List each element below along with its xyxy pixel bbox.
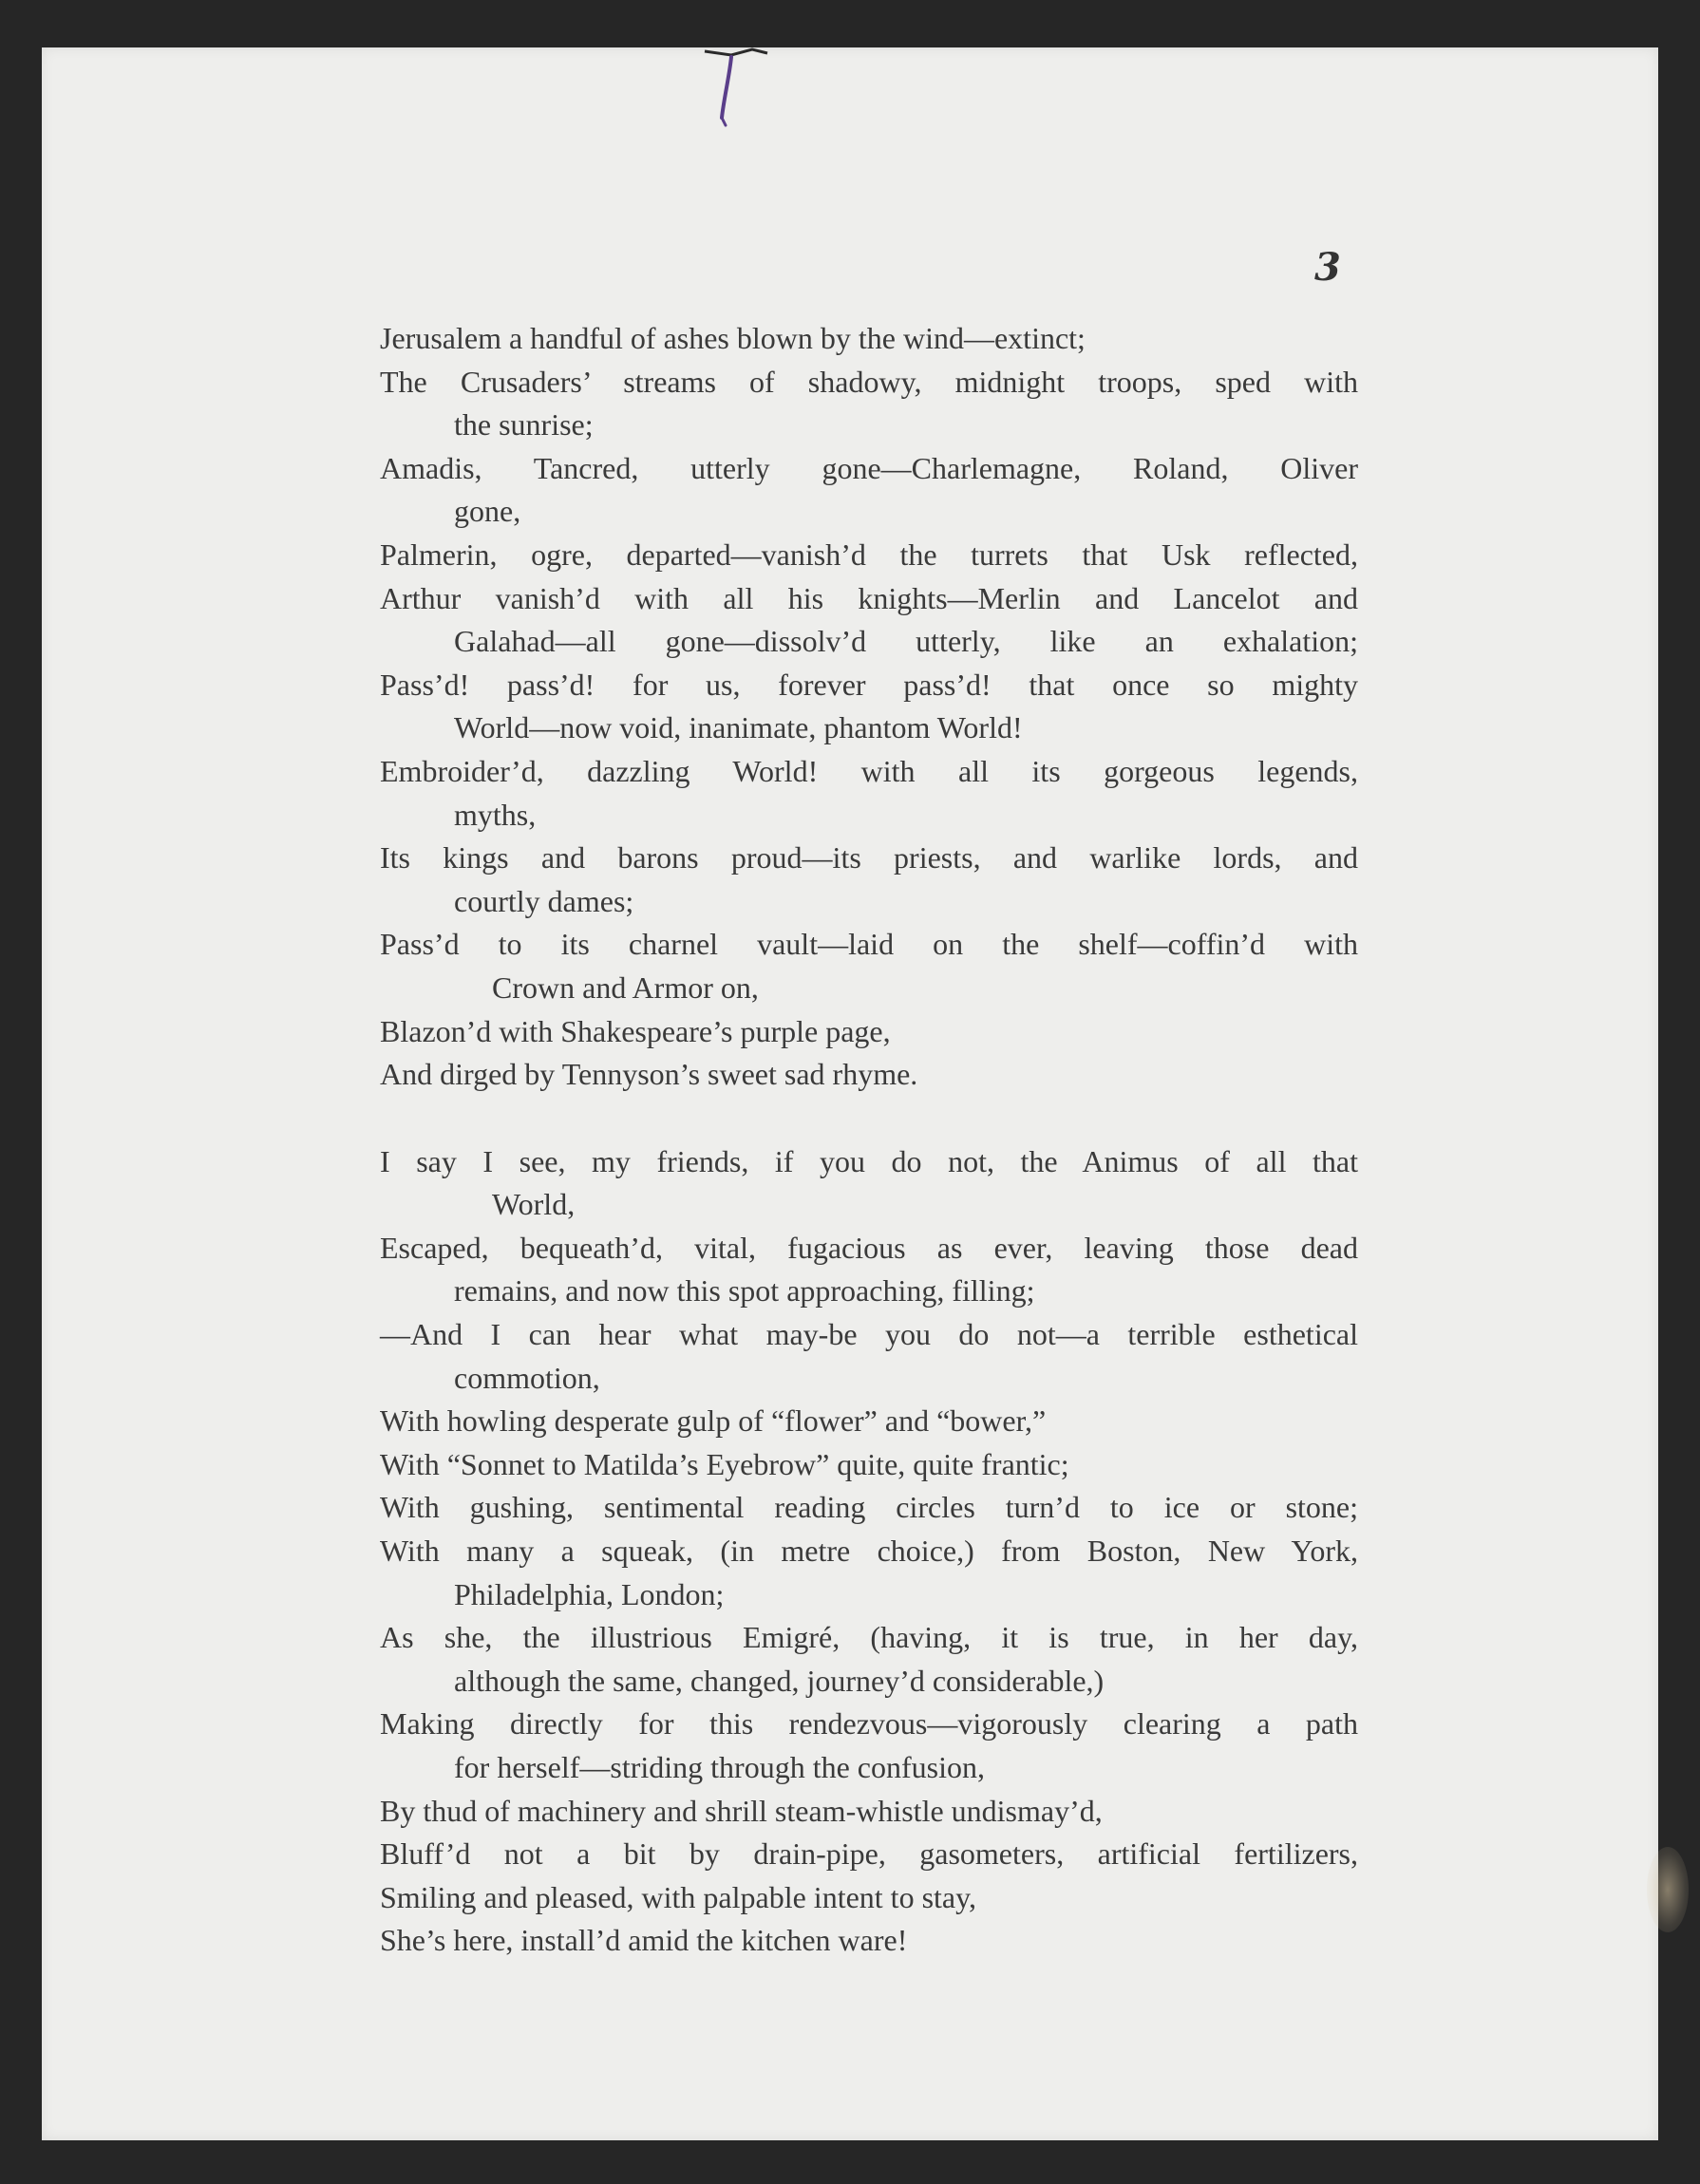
poem-line: commotion, — [454, 1360, 600, 1395]
poem-line: And dirged by Tennyson’s sweet sad rhyme. — [380, 1057, 918, 1092]
paper-stain — [1647, 1847, 1689, 1932]
poem-line: Jerusalem a handful of ashes blown by the wind—extinct; — [380, 321, 1086, 355]
poem-line: Its kings and barons proud—its priests, and warlike lords, and — [380, 840, 1358, 875]
poem-line: Making directly for this rendezvous—vigorously clearing a path — [380, 1706, 1358, 1742]
poem-line: Embroider’d, dazzling World! with all its gorgeous legends, — [380, 753, 1358, 788]
poem-line: Galahad—all gone—dissolv’d utterly, like an exhalation; — [454, 624, 1358, 659]
poem-line: The Crusaders’ streams of shadowy, midnight troops, sped with — [380, 364, 1358, 399]
page-number: 3 — [1314, 245, 1341, 290]
poem-line: although the same, changed, journey’d considerable,) — [454, 1663, 1105, 1698]
poem-line: remains, and now this spot approaching, filling; — [454, 1273, 1035, 1309]
poem-body — [380, 317, 1358, 1963]
poem-line: —And I can hear what may-be you do not—a terrible esthetical — [380, 1317, 1358, 1352]
poem-line: the sunrise; — [454, 407, 594, 442]
poem-line: World, — [492, 1187, 576, 1222]
poem-line: Amadis, Tancred, utterly gone—Charlemagne, Roland, Oliver — [380, 450, 1358, 485]
poem-line: for herself—striding through the confusion, — [454, 1750, 985, 1784]
poem-line: Escaped, bequeath’d, vital, fugacious as ever, leaving those dead — [380, 1230, 1358, 1265]
poem-line: Smiling and pleased, with palpable intent to stay, — [380, 1879, 977, 1914]
poem-line: She’s here, install’d amid the kitchen ware! — [380, 1923, 908, 1958]
poem-line: Philadelphia, London; — [454, 1576, 725, 1611]
poem-line: myths, — [454, 797, 537, 832]
poem-line: Blazon’d with Shakespeare’s purple page, — [380, 1013, 891, 1048]
stanza — [380, 1140, 1358, 1963]
poem-line: With howling desperate gulp of “flower” and “bower,” — [380, 1403, 1047, 1439]
poem-line: As she, the illustrious Emigré, (having, it is true, in her day, — [380, 1620, 1358, 1655]
poem-line: Bluff’d not a bit by drain-pipe, gasometers, artificial fertilizers, — [380, 1836, 1358, 1872]
poem-line: World—now void, inanimate, phantom World! — [454, 710, 1023, 745]
poem-line: Pass’d! pass’d! for us, forever pass’d! that once so mighty — [380, 667, 1358, 702]
poem-line: Arthur vanish’d with all his knights—Merlin and Lancelot and — [380, 580, 1358, 615]
poem-line: With gushing, sentimental reading circles turn’d to ice or stone; — [380, 1490, 1358, 1525]
poem-line: courtly dames; — [454, 883, 634, 918]
stanza — [380, 317, 1358, 1097]
poem-line: By thud of machinery and shrill steam-whistle undismay’d, — [380, 1793, 1103, 1828]
poem-line: Palmerin, ogre, departed—vanish’d the turrets that Usk reflected, — [380, 537, 1358, 572]
poem-line: With many a squeak, (in metre choice,) from Boston, New York, — [380, 1534, 1358, 1569]
poem-line: Crown and Armor on, — [492, 970, 759, 1005]
paper-tear-mark — [703, 47, 769, 133]
poem-line: gone, — [454, 494, 521, 529]
poem-line: I say I see, my friends, if you do not, the Animus of all that — [380, 1143, 1358, 1178]
poem-line: With “Sonnet to Matilda’s Eyebrow” quite, quite frantic; — [380, 1446, 1069, 1481]
poem-line: Pass’d to its charnel vault—laid on the shelf—coffin’d with — [380, 927, 1358, 962]
